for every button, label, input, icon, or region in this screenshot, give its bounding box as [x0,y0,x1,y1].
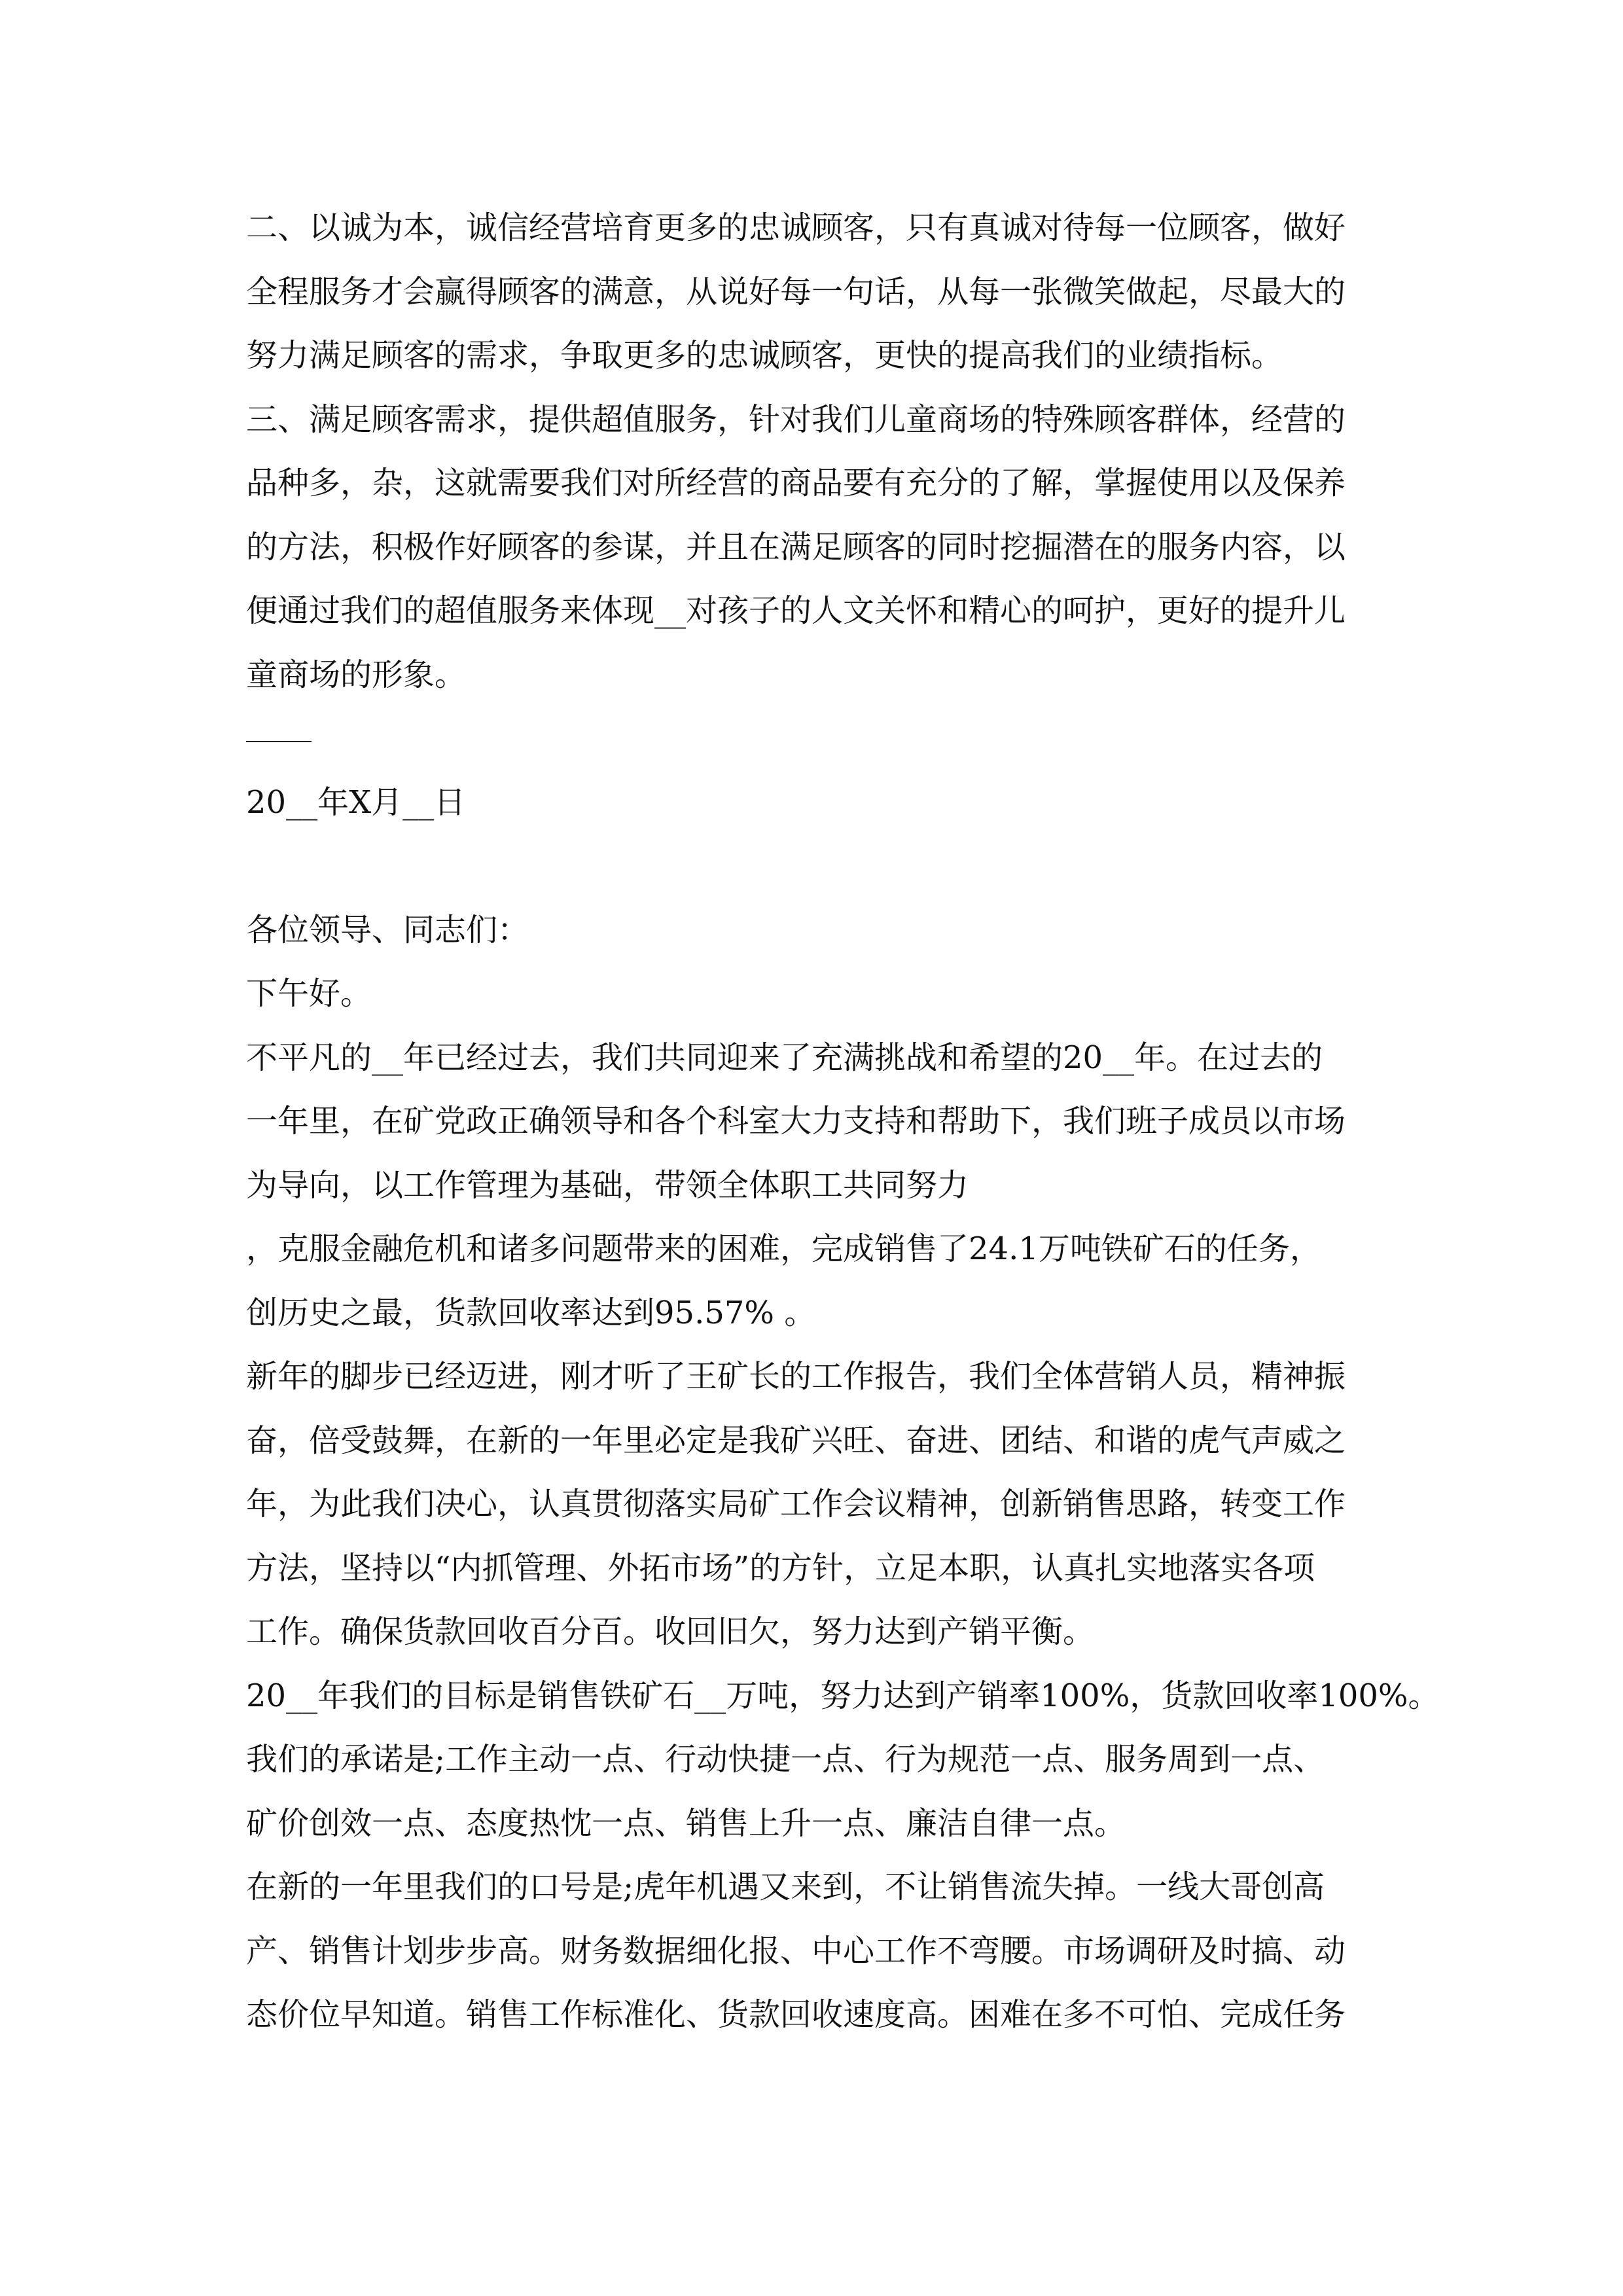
paragraph-line: 方法，坚持以“内抓管理、外拓市场”的方针，立足本职，认真扎实地落实各项 [246,1549,1315,1587]
paragraph-line: 在新的一年里我们的口号是;虎年机遇又来到，不让销售流失掉。一线大哥创高 [246,1869,1325,1905]
document-body [246,196,1440,2047]
paragraph-line: 产、销售计划步步高。财务数据细化报、中心工作不弯腰。市场调研及时搞、动 [246,1932,1346,1969]
paragraph-line: 为导向，以工作管理为基础，带领全体职工共同努力 [246,1166,969,1204]
signature-line [246,707,1385,771]
paragraph-line: 三、满足顾客需求，提供超值服务，针对我们儿童商场的特殊顾客群体，经营的 [246,401,1346,438]
greeting: 下午好。 [246,975,372,1012]
paragraph-line: ，克服金融危机和诸多问题带来的困难，完成销售了24.1万吨铁矿石的任务， [246,1230,1321,1267]
paragraph-line: 不平凡的__年已经过去，我们共同迎来了充满挑战和希望的20__年。在过去的 [246,1039,1323,1076]
signature-rule [246,741,312,742]
paragraph-line: 便通过我们的超值服务来体现__对孩子的人文关怀和精心的呵护，更好的提升儿 [246,592,1346,629]
paragraph-line: 新年的脚步已经迈进，刚才听了王矿长的工作报告，我们全体营销人员，精神振 [246,1358,1346,1395]
paragraph-line: 20__年我们的目标是销售铁矿石__万吨，努力达到产销率100%，货款回收率100%。 [246,1677,1440,1714]
paragraph-line: 品种多，杂，这就需要我们对所经营的商品要有充分的了解，掌握使用以及保养 [246,465,1346,501]
paragraph-line: 创历史之最，货款回收率达到95.57% 。 [246,1294,816,1331]
paragraph-line: 工作。确保货款回收百分百。收回旧欠，努力达到产销平衡。 [246,1613,1095,1650]
paragraph-line: 态价位早知道。销售工作标准化、货款回收速度高。困难在多不可怕、完成任务 [246,1996,1346,2033]
paragraph-line: 童商场的形象。 [246,656,467,693]
paragraph-line: 矿价创效一点、态度热忱一点、销售上升一点、廉洁自律一点。 [246,1804,1126,1842]
paragraph-line: 的方法，积极作好顾客的参谋，并且在满足顾客的同时挖掘潜在的服务内容，以 [246,528,1346,565]
paragraph-line: 奋，倍受鼓舞，在新的一年里必定是我矿兴旺、奋进、团结、和谐的虎气声威之 [246,1422,1346,1459]
paragraph-line: 我们的承诺是;工作主动一点、行动快捷一点、行为规范一点、服务周到一点、 [246,1741,1325,1778]
section-gap [246,834,1385,899]
paragraph-line: 二、以诚为本，诚信经营培育更多的忠诚顾客，只有真诚对待每一位顾客，做好 [246,209,1346,246]
salutation: 各位领导、同志们： [246,911,529,948]
paragraph-line: 全程服务才会赢得顾客的满意，从说好每一句话，从每一张微笑做起，尽最大的 [246,273,1346,310]
document-date: 20__年X月__日 [246,783,466,821]
paragraph-line: 年，为此我们决心，认真贯彻落实局矿工作会议精神，创新销售思路，转变工作 [246,1486,1346,1522]
paragraph-line: 一年里，在矿党政正确领导和各个科室大力支持和帮助下，我们班子成员以市场 [246,1103,1346,1139]
paragraph-line: 努力满足顾客的需求，争取更多的忠诚顾客，更快的提高我们的业绩指标。 [246,337,1283,374]
